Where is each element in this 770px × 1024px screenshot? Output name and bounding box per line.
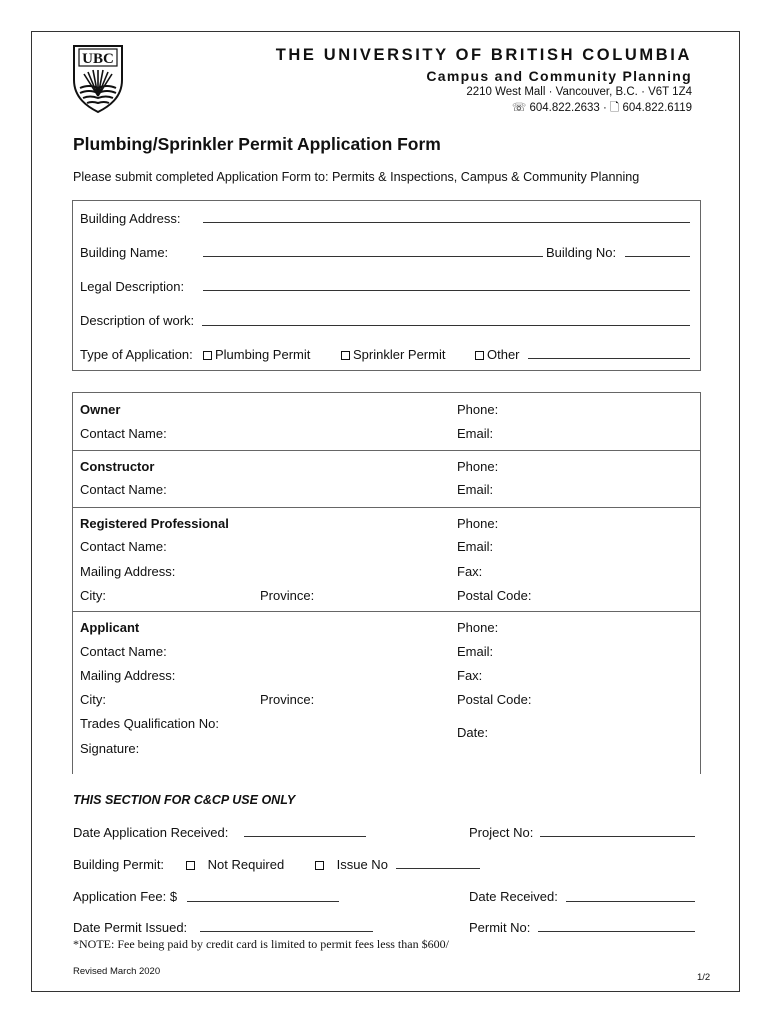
plumbing-permit-option[interactable]: Plumbing Permit xyxy=(203,347,310,362)
building-number-field[interactable] xyxy=(625,256,690,257)
building-name-field[interactable] xyxy=(203,256,543,257)
other-option[interactable]: Other xyxy=(475,347,520,362)
submit-instructions: Please submit completed Application Form to: Permits & Inspections, Campus & Community Planning xyxy=(73,170,640,184)
applicant-trades-label: Trades Qualification No: xyxy=(80,716,219,731)
date-issued-label: Date Permit Issued: xyxy=(73,920,188,935)
applicant-city-label: City: xyxy=(80,692,106,707)
university-name: THE UNIVERSITY OF BRITISH COLUMBIA xyxy=(275,46,692,64)
legal-description-field[interactable] xyxy=(203,290,690,291)
page-number: 1/2 xyxy=(697,972,711,983)
fee-date-received-label: Date Received: xyxy=(469,889,558,904)
phone-number: 604.822.2633 xyxy=(529,102,600,114)
address: 2210 West Mall · Vancouver, B.C. · V6T 1Z4 xyxy=(466,86,692,98)
date-received-label: Date Application Received: xyxy=(73,825,229,840)
fax-number: 604.822.6119 xyxy=(622,102,692,114)
issue-number-field[interactable] xyxy=(396,868,480,869)
professional-fax-label: Fax: xyxy=(457,564,483,579)
fax-icon: 🗋 xyxy=(610,102,620,114)
permit-number-label: Permit No: xyxy=(469,920,531,935)
permit-number-field[interactable] xyxy=(538,931,695,932)
professional-city-label: City: xyxy=(80,588,106,603)
project-number-label: Project No: xyxy=(469,825,534,840)
owner-email-label: Email: xyxy=(457,426,494,441)
sprinkler-permit-option[interactable]: Sprinkler Permit xyxy=(341,347,445,362)
applicant-contact-label: Contact Name: xyxy=(80,644,167,659)
office-use-heading: THIS SECTION FOR C&CP USE ONLY xyxy=(73,793,296,807)
form-title: Plumbing/Sprinkler Permit Application Form xyxy=(73,134,441,154)
revision-date: Revised March 2020 xyxy=(73,966,161,977)
constructor-email-label: Email: xyxy=(457,482,494,497)
constructor-contact-label: Contact Name: xyxy=(80,482,167,497)
constructor-phone-label: Phone: xyxy=(457,459,499,474)
professional-email-label: Email: xyxy=(457,539,494,554)
section-divider xyxy=(72,507,701,508)
section-divider xyxy=(72,450,701,451)
professional-heading: Registered Professional xyxy=(80,516,229,531)
legal-description-label: Legal Description: xyxy=(80,279,185,294)
applicant-date-label: Date: xyxy=(457,725,489,740)
professional-contact-label: Contact Name: xyxy=(80,539,167,554)
professional-phone-label: Phone: xyxy=(457,516,499,531)
building-address-label: Building Address: xyxy=(80,211,181,226)
separator-dot: · xyxy=(603,102,607,114)
building-permit-label: Building Permit: xyxy=(73,857,165,872)
application-fee-field[interactable] xyxy=(187,901,339,902)
applicant-heading: Applicant xyxy=(80,620,140,635)
date-received-field[interactable] xyxy=(244,836,366,837)
application-fee-label: Application Fee: $ xyxy=(73,889,178,904)
other-checkbox[interactable] xyxy=(475,351,484,360)
not-required-checkbox[interactable] xyxy=(186,861,195,870)
issue-number-option[interactable]: Issue No xyxy=(315,857,388,872)
logo-text: UBC xyxy=(82,51,114,67)
ubc-logo xyxy=(72,44,124,114)
applicant-fax-label: Fax: xyxy=(457,668,483,683)
work-description-label: Description of work: xyxy=(80,313,195,328)
professional-postal-label: Postal Code: xyxy=(457,588,532,603)
fee-date-received-field[interactable] xyxy=(566,901,695,902)
building-name-label: Building Name: xyxy=(80,245,169,260)
contact-numbers xyxy=(512,100,692,119)
plumbing-permit-checkbox[interactable] xyxy=(203,351,212,360)
issue-number-checkbox[interactable] xyxy=(315,861,324,870)
date-issued-field[interactable] xyxy=(200,931,373,932)
building-address-field[interactable] xyxy=(203,222,690,223)
building-number-label: Building No: xyxy=(546,245,617,260)
section-divider xyxy=(72,611,701,612)
owner-phone-label: Phone: xyxy=(457,402,499,417)
owner-contact-label: Contact Name: xyxy=(80,426,167,441)
applicant-postal-label: Postal Code: xyxy=(457,692,532,707)
applicant-signature-label: Signature: xyxy=(80,741,140,756)
application-type-label: Type of Application: xyxy=(80,347,193,362)
project-number-field[interactable] xyxy=(540,836,695,837)
owner-heading: Owner xyxy=(80,402,121,417)
sprinkler-permit-checkbox[interactable] xyxy=(341,351,350,360)
applicant-mailing-label: Mailing Address: xyxy=(80,668,176,683)
department-name: Campus and Community Planning xyxy=(426,68,692,84)
applicant-phone-label: Phone: xyxy=(457,620,499,635)
professional-province-label: Province: xyxy=(260,588,315,603)
credit-card-note: *NOTE: Fee being paid by credit card is limited to permit fees less than $600/ xyxy=(73,937,449,951)
work-description-field[interactable] xyxy=(202,325,690,326)
applicant-province-label: Province: xyxy=(260,692,315,707)
professional-mailing-label: Mailing Address: xyxy=(80,564,176,579)
phone-icon: ☏ xyxy=(511,102,527,114)
constructor-heading: Constructor xyxy=(80,459,155,474)
applicant-email-label: Email: xyxy=(457,644,494,659)
other-specify-field[interactable] xyxy=(528,358,690,359)
not-required-option[interactable]: Not Required xyxy=(186,857,284,872)
